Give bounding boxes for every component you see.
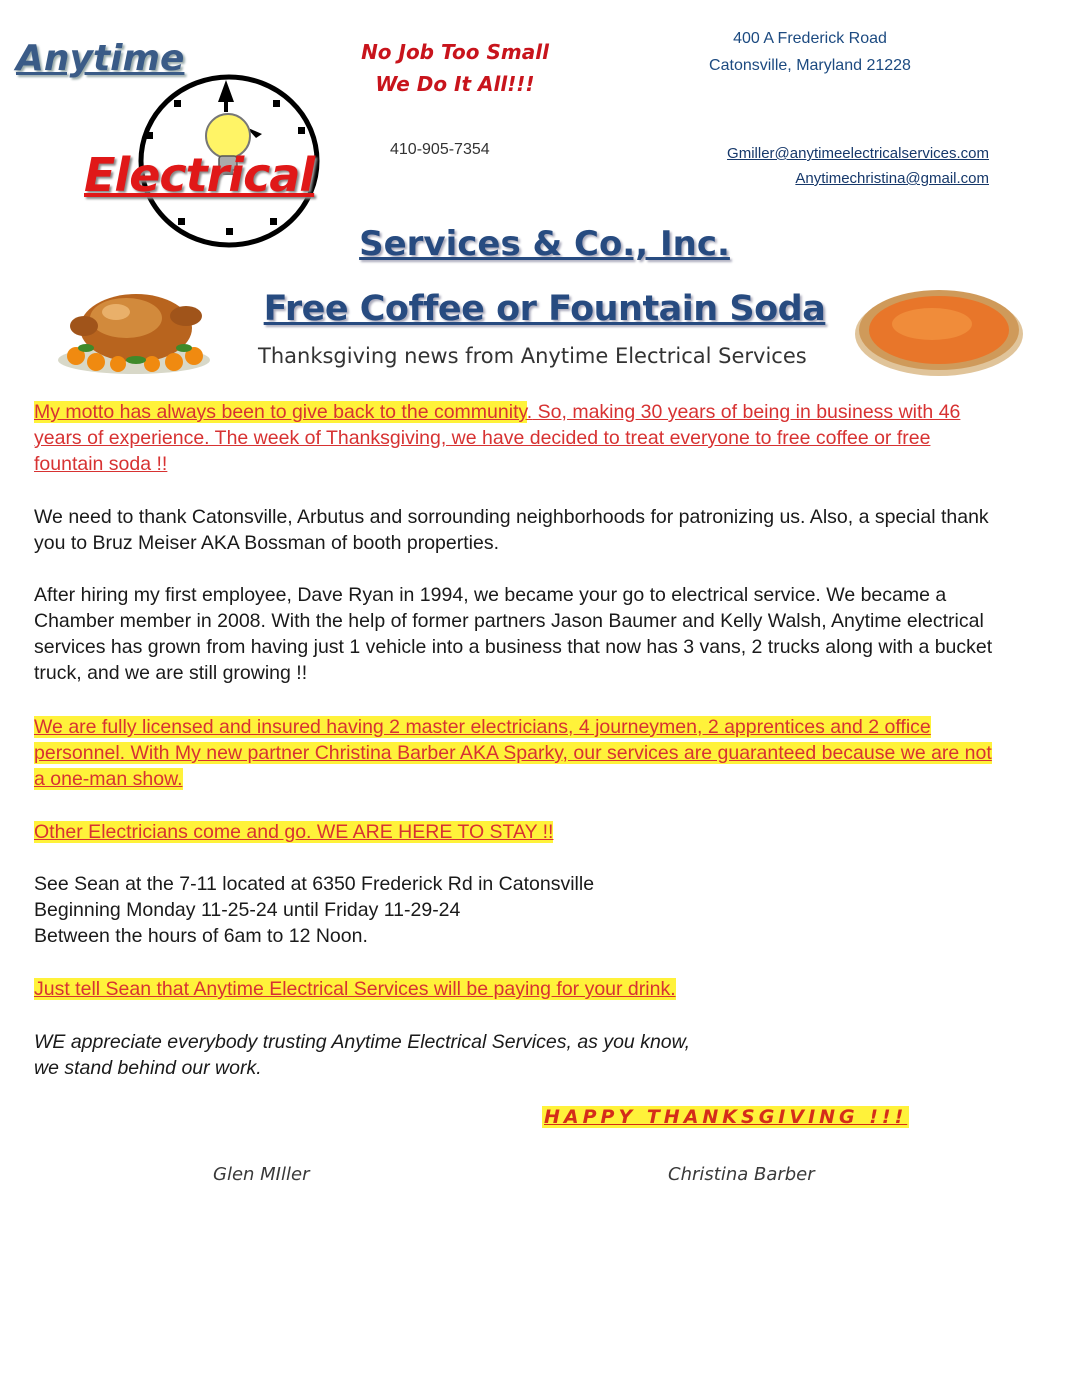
- email-link-1[interactable]: Gmiller@anytimeelectricalservices.com: [727, 145, 989, 162]
- subtitle: Thanksgiving news from Anytime Electrical Services: [258, 344, 807, 368]
- paragraph-location: [34, 871, 1024, 949]
- appreciate-line-2: we stand behind our work.: [34, 1057, 262, 1079]
- location-line-3: Between the hours of 6am to 12 Noon.: [34, 925, 368, 947]
- logo-anytime: Anytime: [16, 38, 185, 79]
- slogan-line-2: We Do It All!!!: [375, 72, 535, 96]
- turkey-image: [56, 276, 212, 376]
- logo-electrical: Electrical: [84, 148, 315, 202]
- paragraph-motto: [34, 399, 974, 477]
- paragraph-thanks: We need to thank Catonsville, Arbutus and sorrounding neighborhoods for patronizing us. Also, a special thank you to Bruz Meiser AKA Bossman of booth properties.: [34, 506, 989, 554]
- tell-sean-highlight: Just tell Sean that Anytime Electrical Services will be paying for your drink.: [34, 978, 676, 1000]
- address-line-1: 400 A Frederick Road: [733, 30, 887, 47]
- happy-thanksgiving: HAPPY THANKSGIVING !!!: [544, 1106, 908, 1128]
- address: [700, 25, 920, 79]
- slogan-line-1: No Job Too Small: [361, 40, 549, 64]
- location-line-1: See Sean at the 7-11 located at 6350 Frederick Rd in Catonsville: [34, 873, 595, 895]
- motto-rest: So, making 30 years of being in business with 46 years of experience. The week of Thanksgiving, we have decided to treat everyone to free coffee or free fountain soda !!: [34, 401, 961, 475]
- motto-highlight: My motto has always been to give back to the community: [34, 401, 527, 423]
- paragraph-stay: [34, 819, 1024, 845]
- emails: [727, 141, 989, 191]
- paragraph-appreciate: [34, 1029, 1024, 1081]
- paragraph-history: After hiring my first employee, Dave Ryan in 1994, we became your go to electrical service. We became a Chamber member in 2008. With the help of former partners Jason Baumer and Kelly Walsh, Anytime electrical services has grown from having just 1 vehicle into a business that now has 3 vans, 2 trucks along with a bucket truck, and we are still growing !!: [34, 584, 993, 684]
- company-title: Services & Co., Inc.: [359, 224, 730, 264]
- address-line-2: Catonsville, Maryland 21228: [709, 57, 911, 74]
- email-link-2[interactable]: Anytimechristina@gmail.com: [795, 170, 989, 187]
- signature-glen: Glen MIller: [213, 1164, 310, 1185]
- offer-title: Free Coffee or Fountain Soda: [263, 289, 826, 329]
- pie-image: [852, 284, 1026, 378]
- paragraph-tell-sean: [34, 976, 1024, 1002]
- paragraph-licensed: [34, 714, 1004, 792]
- signature-christina: Christina Barber: [668, 1164, 815, 1185]
- appreciate-line-1: WE appreciate everybody trusting Anytime Electrical Services, as you know,: [34, 1031, 691, 1053]
- licensed-highlight: We are fully licensed and insured having 2 master electricians, 4 journeymen, 2 apprentices and 2 office personnel. With My new partner Christina Barber AKA Sparky, our services are guaranteed because we are not a one-man show.: [34, 716, 992, 790]
- location-line-2: Beginning Monday 11-25-24 until Friday 11-29-24: [34, 899, 461, 921]
- phone-number: 410-905-7354: [390, 141, 490, 158]
- stay-highlight: Other Electricians come and go. WE ARE HERE TO STAY !!: [34, 821, 554, 843]
- slogan: [340, 36, 570, 100]
- motto-period: .: [526, 401, 533, 423]
